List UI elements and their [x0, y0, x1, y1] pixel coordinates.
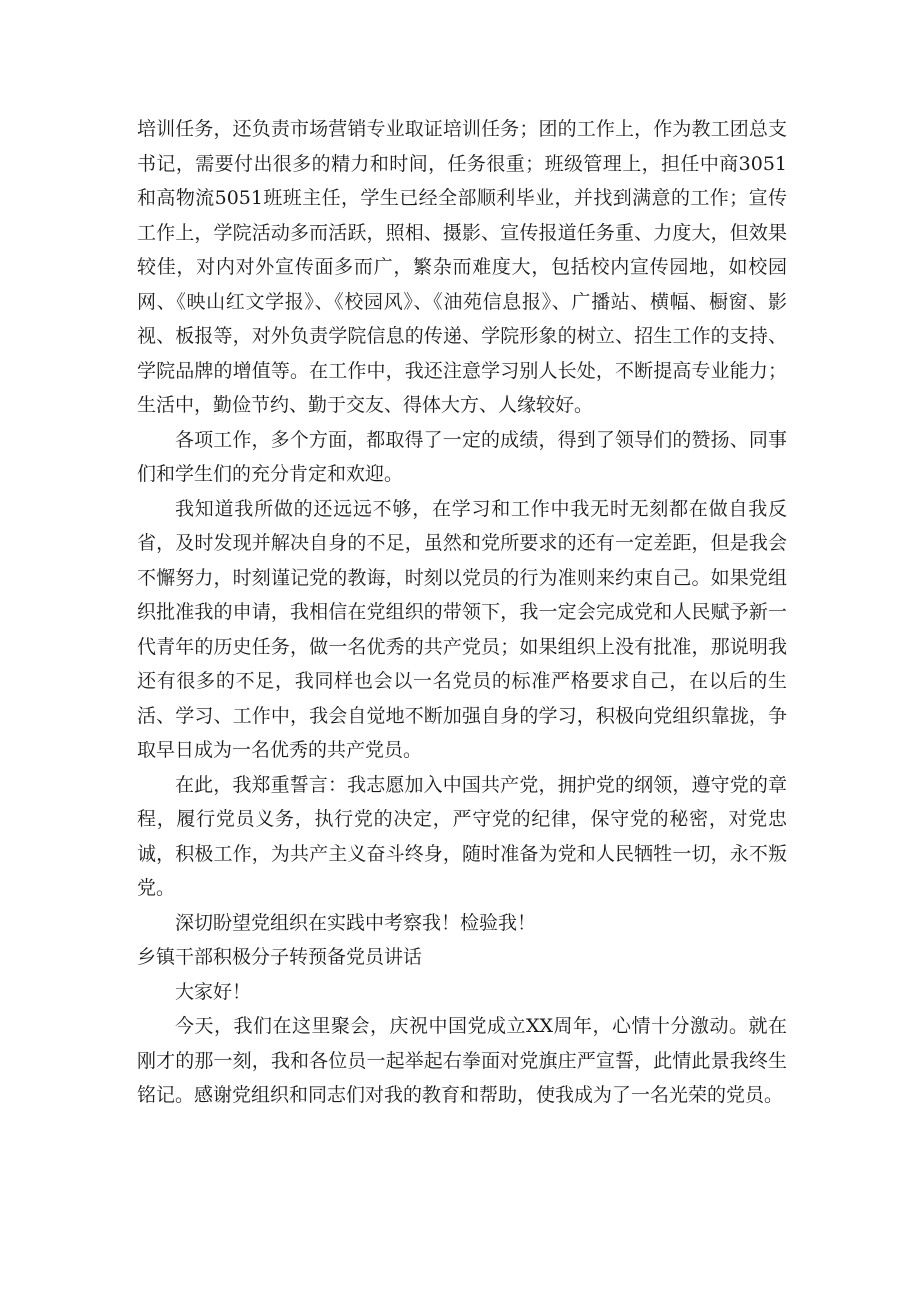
document-page	[137, 112, 787, 1113]
paragraph-closing: 深切盼望党组织在实践中考察我！检验我！	[175, 911, 537, 934]
greeting: 大家好！	[175, 980, 252, 1003]
paragraph-oath: 在此，我郑重誓言：我志愿加入中国共产党，拥护党的纲领，遵守党的章程，履行党员义务，执行党的决定，严守党的纪律，保守党的秘密，对党忠诚，积极工作，为共产主义奋斗终身，随时准备为党和人民牺牲一切，永不叛党。	[137, 773, 787, 899]
paragraph-achievements: 各项工作，多个方面，都取得了一定的成绩，得到了领导们的赞扬、同事们和学生们的充分肯定和欢迎。	[137, 428, 787, 485]
paragraph-work-duties: 培训任务，还负责市场营销专业取证培训任务；团的工作上，作为教工团总支书记，需要付出很多的精力和时间，任务很重；班级管理上，担任中商3051和高物流5051班班主任，学生已经全部顺利毕业，并找到满意的工作；宣传工作上，学院活动多而活跃，照相、摄影、宣传报道任务重、力度大，但效果较佳，对内对外宣传面多而广，繁杂而难度大，包括校内宣传园地，如校园网、《映山红文学报》、《校园风》、《油苑信息报》、广播站、横幅、橱窗、影视、板报等，对外负责学院信息的传递、学院形象的树立、招生工作的支持、学院品牌的增值等。在工作中，我还注意学习别人长处，不断提高专业能力；生活中，勤俭节约、勤于交友、得体大方、人缘较好。	[137, 118, 787, 416]
section-title: 乡镇干部积极分子转预备党员讲话	[137, 946, 423, 968]
paragraph-speech-opening: 今天，我们在这里聚会，庆祝中国党成立XX周年，心情十分激动。就在刚才的那一刻，我和各位员一起举起右拳面对党旗庄严宣誓，此情此景我终生铭记。感谢党组织和同志们对我的教育和帮助，使我成为了一名光荣的党员。	[137, 1015, 787, 1106]
paragraph-self-reflection: 我知道我所做的还远远不够，在学习和工作中我无时无刻都在做自我反省，及时发现并解决自身的不足，虽然和党所要求的还有一定差距，但是我会不懈努力，时刻谨记党的教诲，时刻以党员的行为准则来约束自己。如果党组织批准我的申请，我相信在党组织的带领下，我一定会完成党和人民赋予新一代青年的历史任务，做一名优秀的共产党员；如果组织上没有批准，那说明我还有很多的不足，我同样也会以一名党员的标准严格要求自己，在以后的生活、学习、工作中，我会自觉地不断加强自身的学习，积极向党组织靠拢，争取早日成为一名优秀的共产党员。	[137, 497, 787, 761]
